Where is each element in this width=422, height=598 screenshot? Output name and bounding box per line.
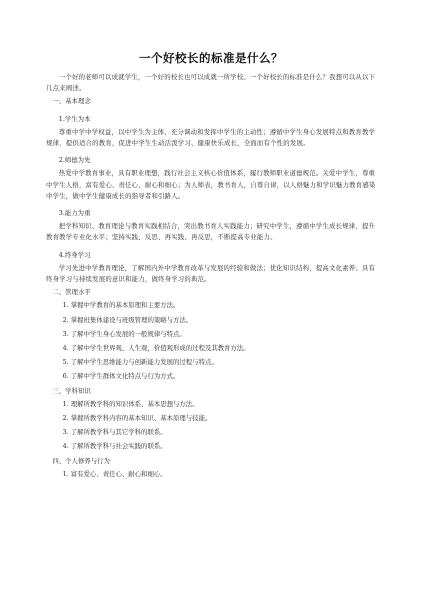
subsection-heading: 2.师德为先 [58, 156, 91, 165]
section-heading: 三、学科知识 [52, 386, 91, 395]
document-title: 一个好校长的标准是什么？ [139, 51, 283, 65]
subsection-heading: 4.终身学习 [58, 250, 91, 259]
list-item: 3. 了解所教学科与其它学科的联系。 [62, 428, 167, 437]
list-item: 1. 理解所教学科的知识体系、基本思想与方法。 [62, 399, 199, 408]
subsection-body: 把学科知识、教育理论与教育实践相结合，突出教书育人实践能力；研究中学生，遵循中学生成长规律，提升教育教学专业化水平；坚持实践、反思、再实践、再反思，不断提高专业能力。 [46, 222, 376, 242]
list-item: 4. 了解所教学科与社会实践的联系。 [62, 442, 167, 451]
subsection-heading: 3.能力为重 [58, 209, 91, 218]
list-item: 2. 掌握所教学科内容的基本知识、基本原理与技能。 [62, 414, 212, 423]
list-item: 1. 掌握中学教育的基本原理和主要方法。 [62, 301, 180, 310]
section-heading: 一、基本理念 [52, 97, 91, 106]
intro-paragraph: 一个好的老师可以成就学生，一个好的校长也可以成就一所学校。一个好校长的标准是什么？我想可以从以下几点来阐述。 [46, 73, 376, 93]
list-item: 6. 了解中学生群体文化特点与行为方式。 [62, 372, 180, 381]
list-item: 4. 了解中学生世界观、人生观，价值观形成的过程及其教育方法。 [62, 344, 250, 353]
subsection-body: 热爱中学教育事业，具有职业理想，践行社会主义核心价值体系，履行教师职业道德规范。关爱中学生，尊重中学生人格，富有爱心、责任心、耐心和细心；为人师表，教书育人，自尊自律，以人格魅力和学识魅力教育感染中学生，做中学生健康成长的指导者和引路人。 [46, 169, 376, 200]
list-item: 5. 了解中学生思维能力与创新能力发展的过程与特点。 [62, 358, 218, 367]
subsection-body: 尊重中学中学权益，以中学生为主体，充分调动和发挥中学生的主动性；遵循中学生身心发展特点和教育教学规律，提供适合的教育，促进中学生生动活泼学习、健康快乐成长，全面而有个性的发展。 [46, 127, 376, 148]
subsection-body: 学习先进中学教育理论，了解国内外中学教育改革与发展的经验和做法；优化知识结构，提高文化素养；具有终身学习与持续发展的意识和能力，做终身学习的典范。 [46, 263, 376, 284]
section-heading: 二、管理水平 [52, 288, 91, 297]
subsection-heading: 1.学生为本 [58, 114, 91, 123]
list-item: 1. 富有爱心、责任心、耐心和细心。 [62, 469, 167, 478]
list-item: 3. 了解中学生身心发展的一般规律与特点。 [62, 329, 186, 338]
section-heading: 四、个人修养与行为 [52, 456, 110, 465]
list-item: 2. 掌握班集体建设与班级管理的策略与方法。 [62, 315, 193, 324]
